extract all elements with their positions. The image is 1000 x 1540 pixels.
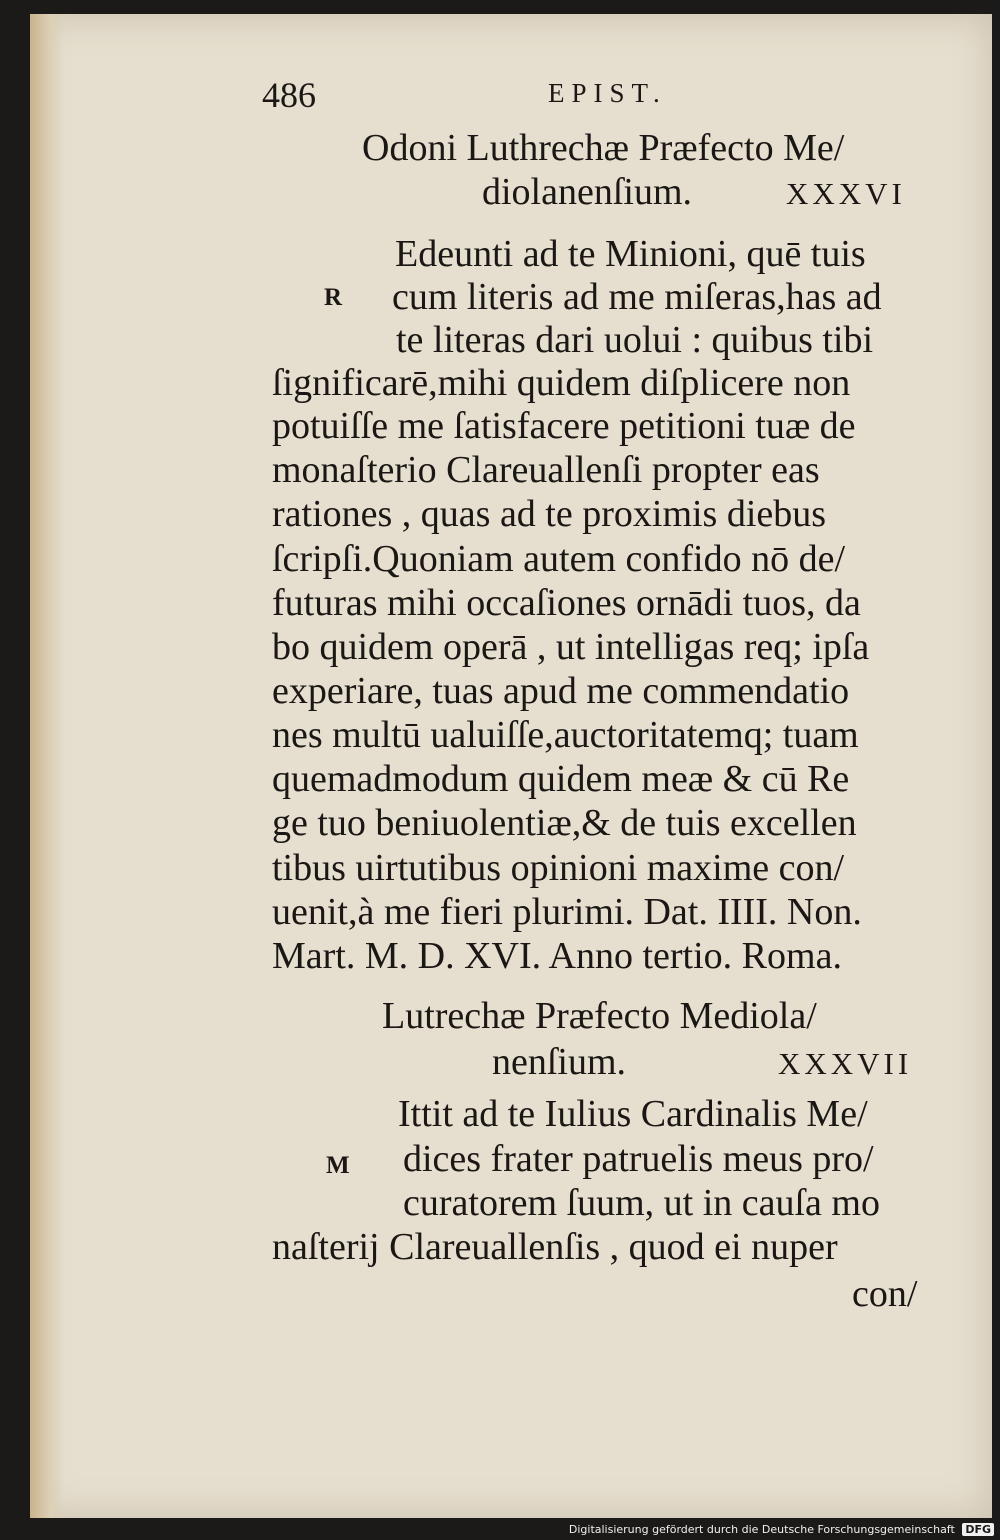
letter-36-line-4: ſignificarē,mihi quidem diſplicere non [272, 362, 851, 404]
letter-36-line-3: te literas dari uolui : quibus tibi [396, 319, 874, 361]
letter-37-initial: M [326, 1152, 350, 1179]
letter-36-title-line-1: Odoni Luthrechæ Præfecto Me/ [362, 127, 845, 169]
letter-37-line-5: con/ [852, 1273, 918, 1315]
dfg-logo: DFG [962, 1523, 994, 1536]
letter-36-title-line-2: diolanenſium. [482, 171, 693, 213]
digitization-credit [569, 1523, 994, 1536]
page-gutter-shadow [30, 14, 64, 1518]
letter-37-title-line-2: nenſium. [492, 1041, 627, 1083]
letter-37-line-3: curatorem ſuum, ut in cauſa mo [403, 1182, 880, 1224]
letter-37-line-1: Ittit ad te Iulius Cardinalis Me/ [398, 1093, 868, 1135]
letter-36-line-11: experiare, tuas apud me commendatio [272, 670, 850, 712]
letter-37-line-4: naſterij Clareuallenſis , quod ei nuper [272, 1226, 838, 1268]
letter-36-line-17: Mart. M. D. XVI. Anno tertio. Roma. [272, 935, 842, 977]
page-number: 486 [262, 75, 316, 115]
letter-36-line-12: nes multū ualuiſſe,auctoritatemq; tuam [272, 714, 859, 756]
letter-36-line-10: bo quidem operā , ut intelligas req; ipſa [272, 626, 870, 668]
letter-36-line-5: potuiſſe me ſatisfacere petitioni tuæ de [272, 405, 856, 447]
letter-36-initial: R [324, 284, 343, 311]
letter-37-title-line-1: Lutrechæ Præfecto Mediola/ [382, 995, 817, 1037]
letter-36-line-16: uenit,à me fieri plurimi. Dat. IIII. Non. [272, 891, 862, 933]
letter-36-line-15: tibus uirtutibus opinioni maxime con/ [272, 847, 845, 889]
letter-36-line-2: cum literis ad me miſeras,has ad [392, 276, 882, 318]
letter-37-line-2: dices frater patruelis meus pro/ [403, 1138, 874, 1180]
letter-36-line-13: quemadmodum quidem meæ & cū Re [272, 758, 850, 800]
letter-36-line-1: Edeunti ad te Minioni, quē tuis [395, 233, 866, 275]
letter-36-line-6: monaſterio Clareuallenſi propter eas [272, 449, 820, 491]
running-head: EPIST. [548, 78, 667, 108]
letter-37-numeral: XXXVII [778, 1046, 913, 1081]
letter-36-line-14: ge tuo beniuolentiæ,& de tuis excellen [272, 802, 857, 844]
letter-36-numeral: XXXVI [786, 176, 906, 211]
letter-36-line-9: futuras mihi occaſiones ornādi tuos, da [272, 582, 861, 624]
letter-36-line-7: rationes , quas ad te proximis diebus [272, 493, 827, 535]
letter-36-line-8: ſcripſi.Quoniam autem confido nō de/ [272, 538, 846, 580]
credit-text: Digitalisierung gefördert durch die Deutsche Forschungsgemeinschaft [568, 1523, 955, 1536]
